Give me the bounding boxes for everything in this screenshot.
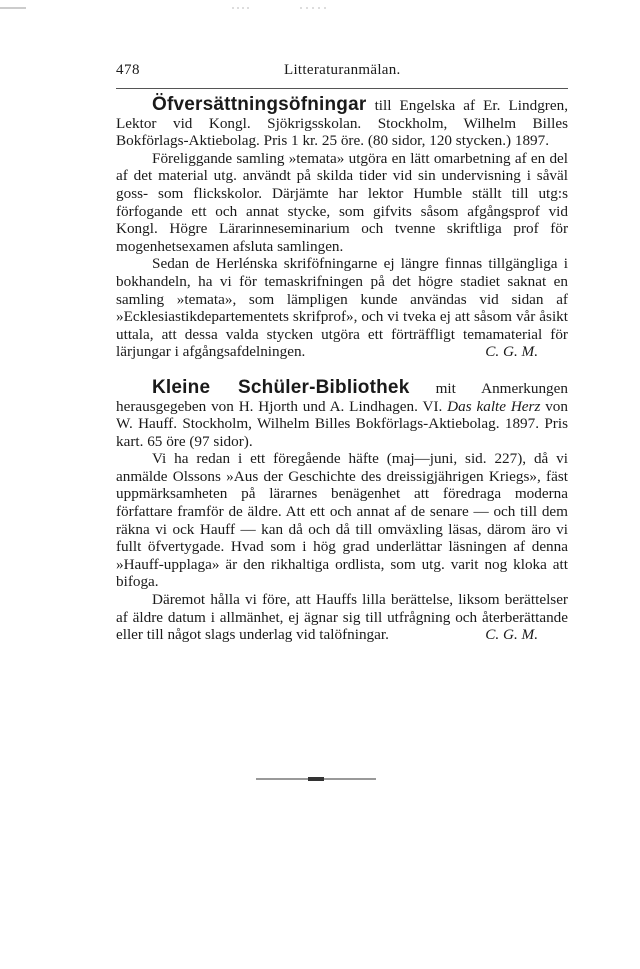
section-end-rule [256, 776, 376, 782]
review-title: Öfversättningsöfningar [152, 94, 367, 115]
review-bibliographic-info: mit Anmerkungen herausgegeben von H. Hjorth und A. Lindhagen. VI. [116, 379, 568, 415]
scan-edge-marks [0, 6, 640, 10]
review-paragraph-text: Däremot hålla vi före, att Hauffs lilla berättelse, liksom berättelser af äldre datum i allmänhet, ej ägnar sig till utfrågning och återberättande eller till något slags underlag vid talöfningar. [116, 591, 568, 644]
review-kleine-schuler-bibliothek [116, 376, 568, 644]
review-paragraph [116, 591, 568, 644]
review-heading [116, 96, 568, 150]
review-paragraph [116, 255, 568, 361]
review-oversattningsofningar [116, 96, 568, 361]
review-paragraph: Vi ha redan i ett föregående häfte (maj—juni, sid. 227), då vi anmälde Olssons »Aus der Geschichte des dreissigjährigen Kriegs», fäst uppmärksamheten på lärarnes benägenhet att föredraga moderna författare framför de äldre. Att ett och annat af de senare — och till dem räkna vi ock Hauff — kan då och då till omväxling läsas, därom äro vi fullt öfvertygade. Hvad som i hög grad underlättar läsningen af denna »Hauff-upplaga» är den rikhaltiga ordlista, som utg. varit nog kloka att bifoga. [116, 450, 568, 591]
running-title: Litteraturanmälan. [284, 62, 401, 78]
review-bibliographic-info-cont: von W. Hauff. Stockholm, Wilhelm Billes Bokförlags-Aktiebolag. 1897. Pris kart. 65 öre (97 sidor). [116, 397, 568, 450]
review-signature: C. G. M. [485, 626, 538, 644]
review-title: Kleine Schüler-Bibliothek [152, 376, 410, 398]
review-paragraph: Föreliggande samling »temata» utgöra en lätt omarbetning af en del af det material utg. användt på skilda tider vid sin undervisning i såväl goss- som flickskolor. Därjämte har lektor Humble ställt till utg:s förfogande ett och annat stycke, som gifvits såsom afgångsprof vid Kongl. Högre Lärarinneseminarium och tvenne skriftliga prof för mogenhetsexamen afsluta samlingen. [116, 149, 568, 255]
book-title: Das kalte Herz [447, 397, 541, 415]
review-signature: C. G. M. [485, 343, 538, 361]
page-body [116, 96, 568, 644]
page-number: 478 [116, 62, 140, 78]
review-paragraph-text: Sedan de Herlénska skriföfningarne ej längre finnas tillgängliga i bokhandeln, ha vi för temaskrifningen på det högre stadiet saknat en samling »temata», som lämpligen kunde användas vid sidan af »Ecklesiastikdepartementets skrifprof», och vi tveka ej att såsom vår åsikt uttala, att dessa valda stycken utgöra ett förträffligt temamaterial för lärjungar i afgångsafdelningen. [116, 255, 568, 361]
review-heading [116, 376, 568, 450]
page-header [116, 62, 568, 82]
review-bibliographic-info: till Engelska af Er. Lindgren, Lektor vid Kongl. Sjökrigsskolan. Stockholm, Wilhelm Billes Bokförlags-Aktiebolag. Pris 1 kr. 25 öre. (80 sidor, 120 stycken.) 1897. [116, 97, 568, 150]
header-rule [116, 88, 568, 89]
